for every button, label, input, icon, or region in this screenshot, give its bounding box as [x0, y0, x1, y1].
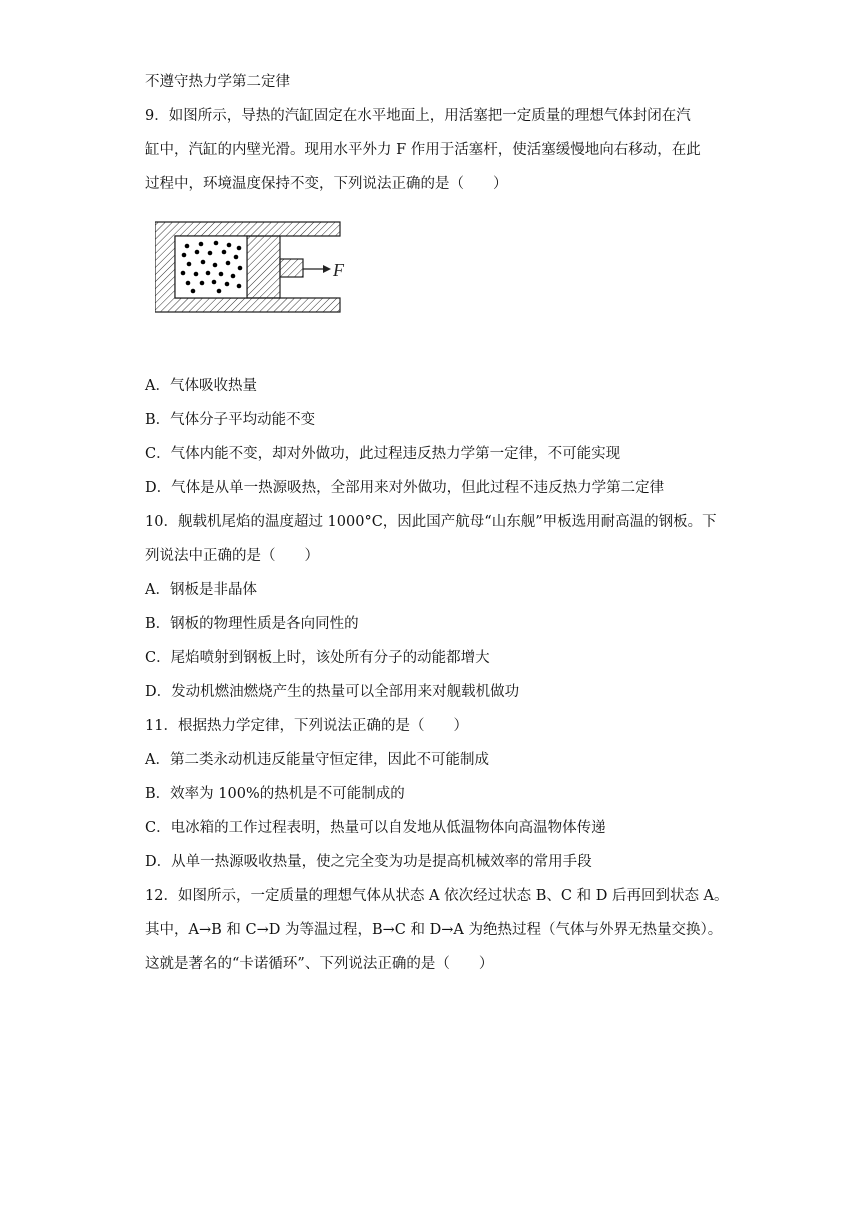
question-9-option-b: B．气体分子平均动能不变	[145, 412, 316, 428]
question-11-option-c: C．电冰箱的工作过程表明，热量可以自发地从低温物体向高温物体传递	[145, 820, 606, 836]
piston-rod	[280, 259, 303, 277]
question-10-option-d: D．发动机燃油燃烧产生的热量可以全部用来对舰载机做功	[145, 684, 520, 700]
question-12-stem: 其中，A→B 和 C→D 为等温过程，B→C 和 D→A 为绝热过程（气体与外界无热量交换）。	[145, 922, 723, 938]
cylinder-piston-diagram	[155, 218, 355, 318]
question-11-stem: 11．根据热力学定律，下列说法正确的是（ ）	[145, 718, 468, 734]
question-9-option-c: C．气体内能不变，却对外做功，此过程违反热力学第一定律，不可能实现	[145, 446, 621, 462]
question-11-option-b: B．效率为 100%的热机是不可能制成的	[145, 786, 405, 802]
question-9-option-d: D．气体是从单一热源吸热，全部用来对外做功，但此过程不违反热力学第二定律	[145, 480, 665, 496]
question-10-option-b: B．钢板的物理性质是各向同性的	[145, 616, 359, 632]
force-arrow-head	[323, 265, 331, 273]
force-label: F	[333, 260, 344, 280]
question-12-stem: 12．如图所示，一定质量的理想气体从状态 A 依次经过状态 B、C 和 D 后再回到状态 A。	[145, 888, 729, 904]
question-10-option-a: A．钢板是非晶体	[145, 582, 257, 598]
question-10-option-c: C．尾焰喷射到钢板上时，该处所有分子的动能都增大	[145, 650, 490, 666]
question-11-option-d: D．从单一热源吸收热量，使之完全变为功是提高机械效率的常用手段	[145, 854, 592, 870]
question-10-stem: 10．舰载机尾焰的温度超过 1000°C，因此国产航母“山东舰”甲板选用耐高温的钢板。下	[145, 514, 717, 530]
question-10-stem: 列说法中正确的是（ ）	[145, 548, 319, 564]
question-9-stem: 过程中，环境温度保持不变，下列说法正确的是（ ）	[145, 176, 508, 192]
cylinder-piston-figure	[155, 218, 355, 318]
question-11-option-a: A．第二类永动机违反能量守恒定律，因此不可能制成	[145, 752, 489, 768]
piston	[247, 236, 280, 298]
question-9-stem: 9．如图所示，导热的汽缸固定在水平地面上，用活塞把一定质量的理想气体封闭在汽	[145, 108, 691, 124]
question-9-stem: 缸中，汽缸的内壁光滑。现用水平外力 F 作用于活塞杆，使活塞缓慢地向右移动，在此	[145, 142, 701, 158]
question-9-option-a: A．气体吸收热量	[145, 378, 257, 394]
text-line: 不遵守热力学第二定律	[145, 74, 290, 90]
question-12-stem: 这就是著名的“卡诺循环”、下列说法正确的是（ ）	[145, 956, 494, 972]
